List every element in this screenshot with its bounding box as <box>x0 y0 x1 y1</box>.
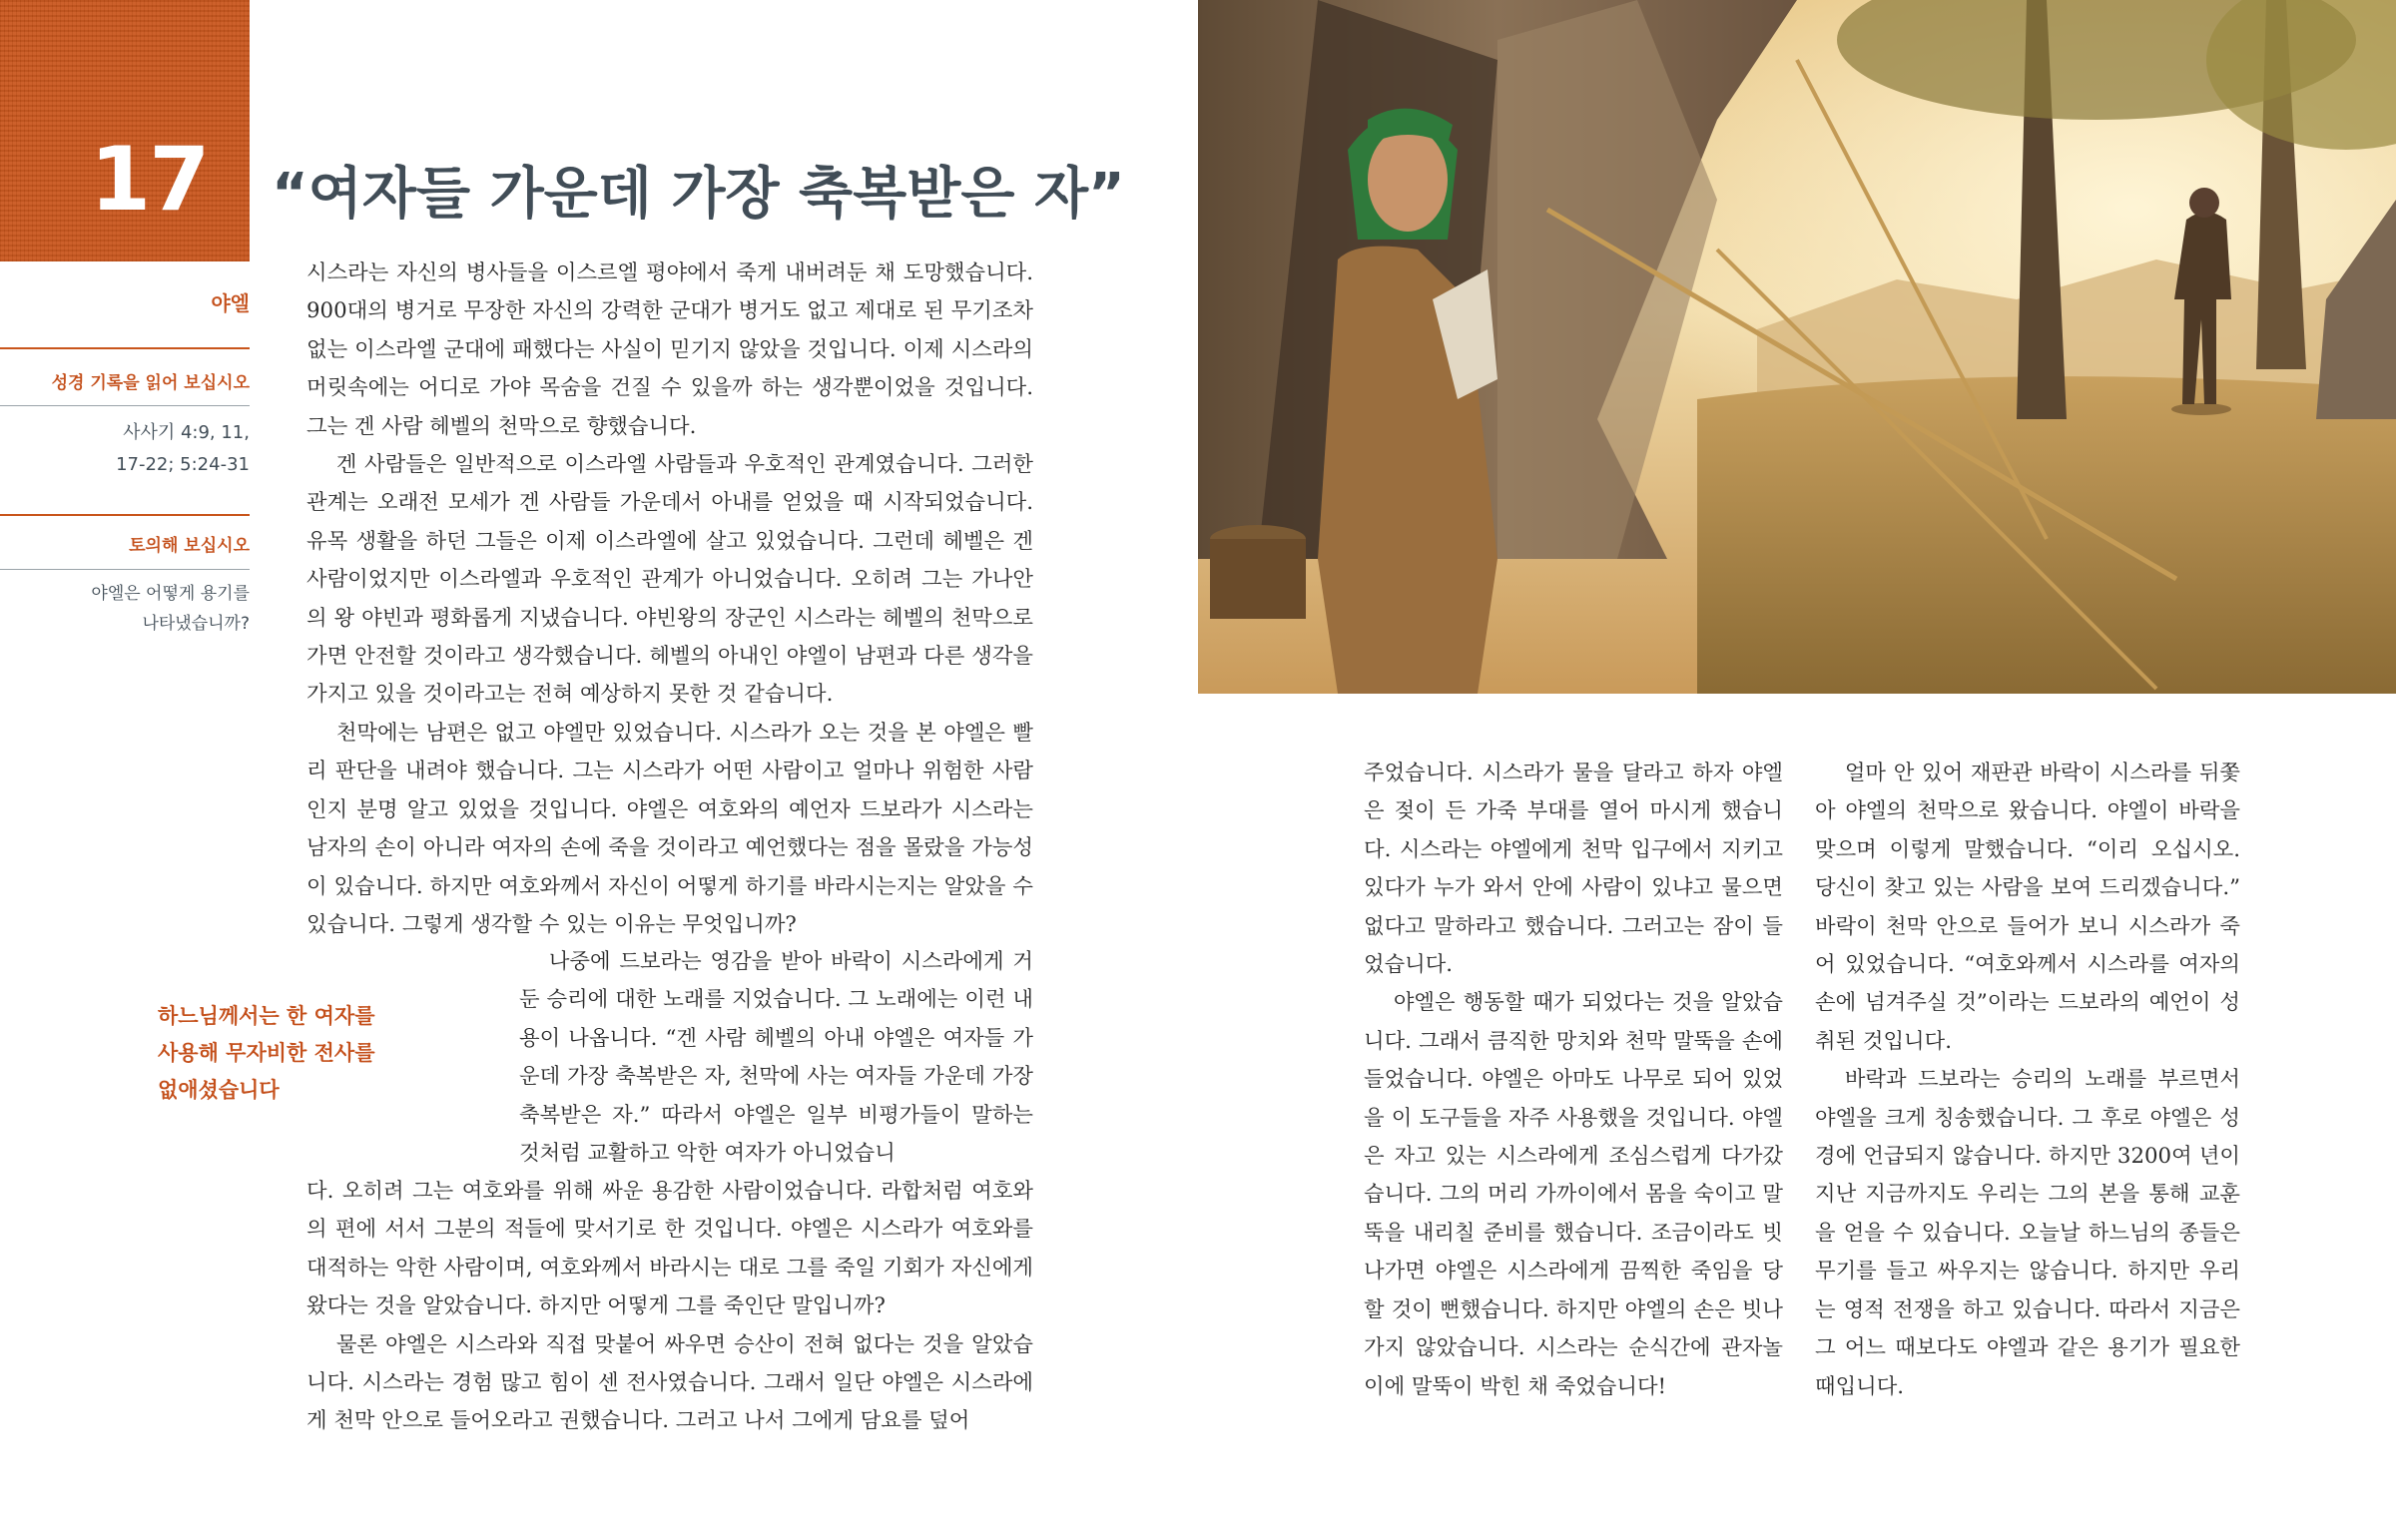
paragraph: 다. 오히려 그는 여호와를 위해 싸운 용감한 사람이었습니다. 라합처럼 여호와의 편에 서서 그분의 적들에 맞서기로 한 것입니다. 야엘은 시스라가 여호와를 대적하는 악한 사람이며, 여호와께서 바라시는 대로 그를 죽일 기회가 자신에게 왔다는 것을 알았습니다. 하지만 어떻게 그를 죽인단 말입니까? <box>306 1179 1033 1319</box>
article-column-1 <box>306 255 1033 944</box>
sidebar-consider-heading: 토의해 보십시오 <box>129 536 250 556</box>
article-column-1-lower <box>306 1173 1033 1441</box>
pull-quote <box>158 998 377 1109</box>
article-column-2 <box>1364 755 1783 1406</box>
paragraph: 바락과 드보라는 승리의 노래를 부르면서 야엘을 크게 칭송했습니다. 그 후로 야엘은 성경에 언급되지 않습니다. 하지만 3200여 년이 지난 지금까지도 우리는 그의 본을 통해 교훈을 얻을 수 있습니다. 오늘날 하느님의 종들은 무기를 들고 싸우지는 않습니다. 하지만 우리는 영적 전쟁을 하고 있습니다. 따라서 지금은 그 어느 때보다도 야엘과 같은 용기가 필요한 때입니다. <box>1815 1067 2240 1399</box>
pull-quote-line: 사용해 무자비한 전사를 <box>158 1041 375 1065</box>
sidebar-person-name: 야엘 <box>211 291 250 315</box>
paragraph: 천막에는 남편은 없고 야엘만 있었습니다. 시스라가 오는 것을 본 야엘은 빨리 판단을 내려야 했습니다. 그는 시스라가 어떤 사람이고 얼마나 위험한 사람인지 분명 알고 있었을 것입니다. 야엘은 여호와의 예언자 드보라가 시스라는 남자의 손이 아니라 여자의 손에 죽을 것이라고 예언했다는 점을 몰랐을 가능성이 있습니다. 하지만 여호와께서 자신이 어떻게 하기를 바라시는지는 알았을 수 있습니다. 그렇게 생각할 수 있는 이유는 무엇입니까? <box>306 720 1033 937</box>
paragraph: 나중에 드보라는 영감을 받아 바락이 시스라에게 거둔 승리에 대한 노래를 지었습니다. 그 노래에는 이런 내용이 나옵니다. “겐 사람 헤벨의 아내 야엘은 여자들 가운데 가장 축복받은 자, 천막에 사는 여자들 가운데 가장 축복받은 자.” 따라서 야엘은 일부 비평가들이 말하는 것처럼 교활하고 악한 여자가 아니었습니 <box>519 949 1033 1167</box>
chapter-title: “여자들 가운데 가장 축복받은 자” <box>272 162 1125 227</box>
sidebar-read-heading: 성경 기록을 읽어 보십시오 <box>51 373 250 393</box>
sidebar-question-line2: 나타냈습니까? <box>142 614 250 634</box>
paragraph: 야엘은 행동할 때가 되었다는 것을 알았습니다. 그래서 큼직한 망치와 천막 말뚝을 손에 들었습니다. 야엘은 아마도 나무로 되어 있었을 이 도구들을 자주 사용했을 것입니다. 야엘은 자고 있는 시스라에게 조심스럽게 다가갔습니다. 그의 머리 가까이에서 몸을 숙이고 말뚝을 내리칠 준비를 했습니다. 조금이라도 빗나가면 야엘은 시스라에게 끔찍한 죽임을 당할 것이 뻔했습니다. 하지만 야엘의 손은 빗나가지 않았습니다. 시스라는 순식간에 관자놀이에 말뚝이 박힌 채 죽었습니다! <box>1364 990 1783 1399</box>
paragraph: 주었습니다. 시스라가 물을 달라고 하자 야엘은 젖이 든 가죽 부대를 열어 마시게 했습니다. 시스라는 야엘에게 천막 입구에서 지키고 있다가 누가 와서 안에 사람이 있냐고 물으면 없다고 말하라고 했습니다. 그러고는 잠이 들었습니다. <box>1364 761 1783 978</box>
sidebar-scripture-line2: 17-22; 5:24-31 <box>116 454 250 475</box>
pull-quote-line: 없애셨습니다 <box>158 1078 280 1102</box>
chapter-number-box <box>0 0 250 261</box>
article-column-1-narrow <box>519 943 1033 1173</box>
sidebar-divider <box>0 347 250 349</box>
sidebar-divider <box>0 569 250 570</box>
paragraph: 시스라는 자신의 병사들을 이스르엘 평야에서 죽게 내버려둔 채 도망했습니다. 900대의 병거로 무장한 자신의 강력한 군대가 병거도 없고 제대로 된 무기조차 없는 이스라엘 군대에 패했다는 사실이 믿기지 않았을 것입니다. 이제 시스라의 머릿속에는 어디로 가야 목숨을 건질 수 있을까 하는 생각뿐이었을 것입니다. 그는 겐 사람 헤벨의 천막으로 향했습니다. <box>306 260 1033 439</box>
sidebar-divider <box>0 405 250 406</box>
pull-quote-line: 하느님께서는 한 여자를 <box>158 1004 375 1028</box>
chapter-number: 17 <box>90 128 209 231</box>
illustration-jael-tent <box>1198 0 2396 694</box>
sidebar-question-line1: 야엘은 어떻게 용기를 <box>91 584 250 604</box>
article-column-3 <box>1815 755 2240 1406</box>
sidebar-divider <box>0 514 250 516</box>
paragraph: 겐 사람들은 일반적으로 이스라엘 사람들과 우호적인 관계였습니다. 그러한 관계는 오래전 모세가 겐 사람들 가운데서 아내를 얻었을 때 시작되었습니다. 유목 생활을 하던 그들은 이제 이스라엘에 살고 있었습니다. 그런데 헤벨은 겐 사람이었지만 이스라엘과 우호적인 관계가 아니었습니다. 오히려 그는 가나안의 왕 야빈과 평화롭게 지냈습니다. 야빈왕의 장군인 시스라는 헤벨의 천막으로 가면 안전할 것이라고 생각했습니다. 헤벨의 아내인 야엘이 남편과 다른 생각을 가지고 있을 것이라고는 전혀 예상하지 못한 것 같습니다. <box>306 452 1033 708</box>
paragraph: 물론 야엘은 시스라와 직접 맞붙어 싸우면 승산이 전혀 없다는 것을 알았습니다. 시스라는 경험 많고 힘이 센 전사였습니다. 그래서 일단 야엘은 시스라에게 천막 안으로 들어오라고 권했습니다. 그러고 나서 그에게 담요를 덮어 <box>306 1331 1033 1434</box>
illustration-svg <box>1198 0 2396 694</box>
paragraph: 얼마 안 있어 재판관 바락이 시스라를 뒤쫓아 야엘의 천막으로 왔습니다. 야엘이 바락을 맞으며 이렇게 말했습니다. “이리 오십시오. 당신이 찾고 있는 사람을 보여 드리겠습니다.” 바락이 천막 안으로 들어가 보니 시스라가 죽어 있었습니다. “여호와께서 시스라를 여자의 손에 넘겨주실 것”이라는 드보라의 예언이 성취된 것입니다. <box>1815 761 2240 1054</box>
sidebar-scripture-line1: 사사기 4:9, 11, <box>123 422 250 443</box>
